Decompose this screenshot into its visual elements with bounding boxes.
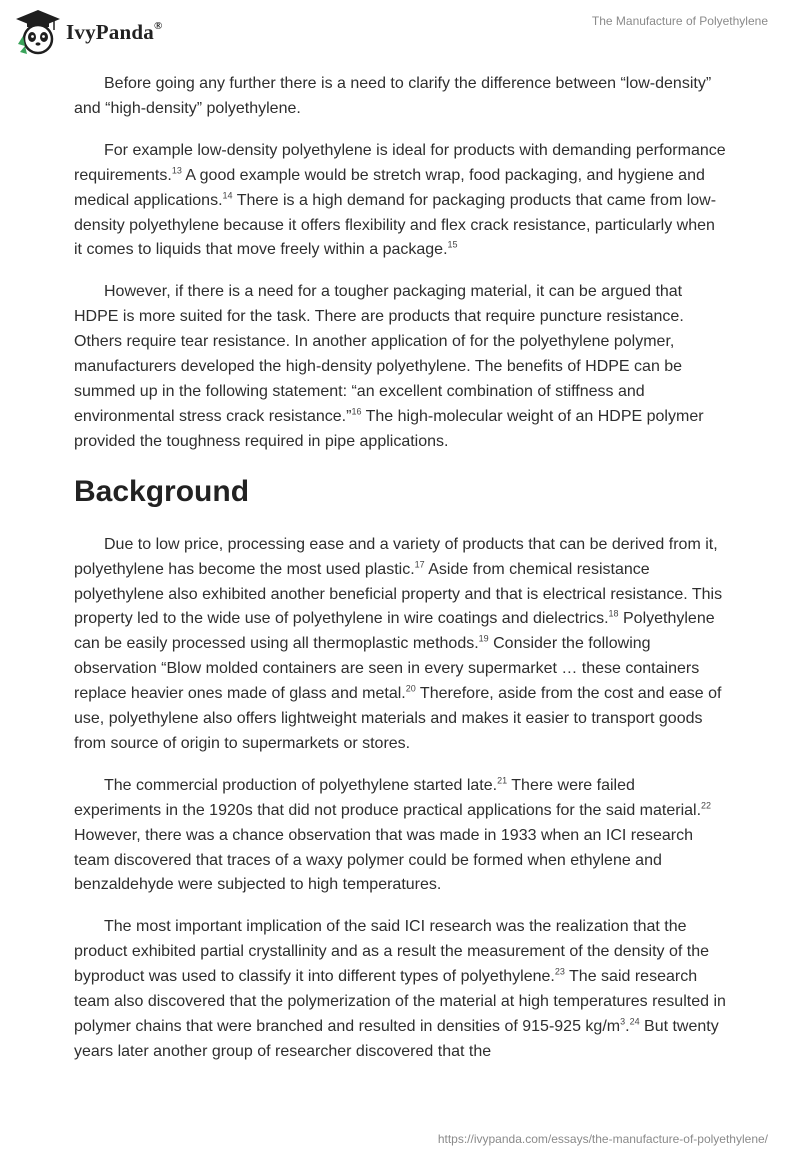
footnote-reference[interactable]: 13: [171, 165, 182, 176]
footnote-reference[interactable]: 17: [414, 559, 425, 570]
brand-logo[interactable]: [14, 8, 162, 56]
paragraph-text: The most important implication of the said ICI research was the realization that the product exhibited partial crystallinity and as a result the measurement of the density of the byproduct was used to classify it into different types of polyethylene.: [74, 918, 710, 986]
paragraph-text: But twenty years later another group of researcher discovered that the: [74, 1018, 719, 1060]
paragraph: [74, 139, 726, 264]
footnote-reference[interactable]: 15: [447, 240, 458, 251]
paragraph-text: The high-molecular weight of an HDPE polymer provided the toughness required in pipe applications.: [74, 407, 704, 450]
paragraph: [74, 72, 726, 122]
footnote-reference[interactable]: 23: [554, 966, 565, 977]
footnote-reference[interactable]: 3: [620, 1016, 626, 1027]
paragraph-text: For example low-density polyethylene is ideal for products with demanding performance requirements.: [74, 141, 726, 184]
paragraph: [74, 533, 726, 757]
paragraph-text: However, if there is a need for a tougher packaging material, it can be argued that HDPE is more suited for the task. There are products that require puncture resistance. Others require tear resistance. In another application of for the polyethylene polymer, manufacturers developed the high-density polyethylene. The benefits of HDPE can be summed up in the following statement: “an excellent combination of stiffness and environmental stress crack resistance.”: [74, 283, 684, 425]
page-header: [0, 0, 800, 70]
footnote-reference[interactable]: 18: [608, 609, 619, 620]
paragraph: [74, 280, 726, 454]
paragraph-text: Due to low price, processing ease and a variety of products that can be derived from it, polyethylene has become the most used plastic.: [74, 535, 718, 578]
brand-name: IvyPanda®: [66, 19, 163, 44]
paragraph-text: The said research team also discovered that the polymerization of the material at high temperatures resulted in polymer chains that were branched and resulted in densities of 915-925 kg/m: [74, 968, 726, 1035]
footnote-reference[interactable]: 24: [629, 1016, 640, 1027]
paragraph: [74, 774, 726, 899]
paragraph-text: Consider the following observation “Blow molded containers are seen in every supermarket … these containers replace heavier ones made of glass and metal.: [74, 635, 700, 703]
background-paragraphs: [74, 533, 726, 1065]
footnote-reference[interactable]: 21: [497, 775, 508, 786]
footnote-reference[interactable]: 14: [222, 190, 233, 201]
paragraph-text: There were failed experiments in the 1920s that did not produce practical applications for the said material.: [74, 776, 702, 819]
paragraph-text: A good example would be stretch wrap, food packaging, and hygiene and medical applications.: [74, 166, 705, 209]
intro-paragraphs: [74, 72, 726, 455]
paragraph: [74, 915, 726, 1064]
paragraph-text: The commercial production of polyethylene started late.: [104, 776, 498, 794]
footnote-reference[interactable]: 20: [405, 683, 416, 694]
paragraph-text: Polyethylene can be easily processed using all thermoplastic methods.: [74, 610, 715, 653]
footnote-reference[interactable]: 16: [351, 406, 362, 417]
paragraph-text: However, there was a chance observation that was made in 1933 when an ICI research team discovered that traces of a waxy polymer could be formed when ethylene and benzaldehyde were subjected to high temperatures.: [74, 826, 694, 894]
essay-content: [74, 72, 726, 1082]
footnote-reference[interactable]: 22: [701, 800, 712, 811]
paragraph-text: .: [625, 1018, 630, 1035]
paragraph-text: Aside from chemical resistance polyethylene also exhibited another beneficial property and that is electrical resistance. This property led to the wide use of polyethylene in wire coatings and dielectrics.: [74, 560, 723, 628]
section-heading-background: Background: [74, 474, 250, 508]
paragraph-text: Before going any further there is a need to clarify the difference between “low-density” and “high-density” polyethylene.: [74, 75, 712, 117]
footnote-reference[interactable]: 19: [478, 633, 489, 644]
panda-graduate-icon: [14, 8, 62, 56]
document-title: The Manufacture of Polyethylene: [591, 14, 768, 28]
paragraph-text: There is a high demand for packaging products that came from low-density polyethylene because it offers flexibility and flex crack resistance, particularly when it comes to liquids that move freely within a package.: [74, 191, 717, 259]
page-url[interactable]: https://ivypanda.com/essays/the-manufacture-of-polyethylene/: [437, 1132, 768, 1146]
paragraph-text: Therefore, aside from the cost and ease of use, polyethylene also offers lightweight materials and makes it easier to transport goods from source of origin to supermarkets or stores.: [74, 685, 722, 752]
